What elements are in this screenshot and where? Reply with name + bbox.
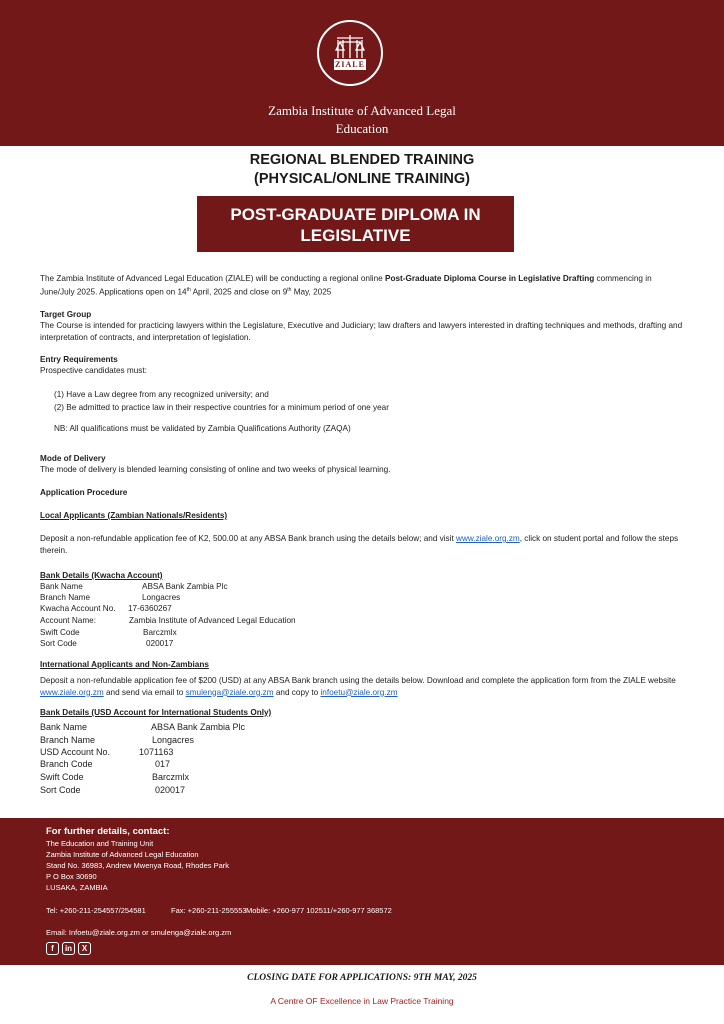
kwacha-swift-code-value: Barczmlx [143, 628, 177, 637]
kwacha-account-no-value: 17-6360267 [128, 604, 172, 613]
contact-line-1: The Education and Training Unit [46, 839, 154, 848]
usd-swift-code-value: Barczmlx [152, 772, 190, 782]
banner-line-1: POST-GRADUATE DIPLOMA IN [230, 205, 481, 224]
usd-account-no-label: USD Account No. [40, 747, 111, 757]
contact-line-3: Stand No. 36983, Andrew Mwenya Road, Rhodes Park [46, 861, 230, 870]
kwacha-branch-name-value: Longacres [142, 593, 181, 602]
entry-nb: NB: All qualifications must be validated by Zambia Qualifications Authority (ZAQA) [54, 424, 351, 433]
application-heading: Application Procedure [40, 488, 128, 497]
usd-bank-name-value: ABSA Bank Zambia Plc [151, 722, 246, 732]
delivery-heading: Mode of Delivery [40, 454, 106, 463]
target-group-heading: Target Group [40, 310, 92, 319]
banner-line-2: LEGISLATIVE [300, 226, 411, 245]
ziale-website-link[interactable]: www.ziale.org.zm [456, 534, 520, 543]
title-line-2: (PHYSICAL/ONLINE TRAINING) [254, 171, 470, 187]
usd-branch-code-value: 017 [155, 759, 171, 769]
kwacha-bank-name-value: ABSA Bank Zambia Plc [142, 582, 228, 591]
kwacha-account-name-value: Zambia Institute of Advanced Legal Education [129, 616, 296, 625]
usd-branch-name-value: Longacres [152, 735, 195, 745]
x-icon[interactable]: X [78, 942, 91, 955]
contact-tel: Tel: +260-211-254557/254581 [46, 906, 146, 915]
ziale-website-link-2[interactable]: www.ziale.org.zm [40, 687, 104, 697]
kwacha-sort-code-value: 020017 [146, 639, 174, 648]
contact-line-2: Zambia Institute of Advanced Legal Education [46, 850, 199, 859]
course-name: Post-Graduate Diploma Course in Legislative Drafting [385, 274, 595, 283]
entry-intro: Prospective candidates must: [40, 366, 147, 375]
local-applicants-text: Deposit a non-refundable application fee of K2, 500.00 at any ABSA Bank branch using the details below; and visit www.ziale.org.zm, click on student portal and follow the steps therein. [40, 534, 679, 555]
kwacha-branch-name-label: Branch Name [40, 593, 91, 602]
target-group-text: The Course is intended for practicing lawyers within the Legislature, Executive and Judiciary; law drafters and lawyers interested in drafting techniques and methods, drafting and interpretation of contracts, and interpretation of legislation. [40, 321, 683, 342]
course-banner [197, 196, 514, 252]
local-applicants-heading: Local Applicants (Zambian Nationals/Residents) [40, 511, 228, 520]
entry-item-1: (1) Have a Law degree from any recognized university; and [54, 390, 269, 399]
usd-swift-code-label: Swift Code [40, 772, 84, 782]
contact-line-5: LUSAKA, ZAMBIA [46, 883, 108, 892]
usd-bank-name-label: Bank Name [40, 722, 88, 732]
infoetu-email-link[interactable]: infoetu@ziale.org.zm [320, 687, 398, 697]
kwacha-bank-heading: Bank Details (Kwacha Account) [40, 571, 163, 580]
closing-date: CLOSING DATE FOR APPLICATIONS: 9TH MAY, 2025 [247, 973, 477, 983]
contact-email: Email: Infoetu@ziale.org.zm or smulenga@ziale.org.zm [46, 928, 232, 937]
usd-bank-heading: Bank Details (USD Account for International Students Only) [40, 708, 272, 717]
facebook-icon[interactable]: f [46, 942, 59, 955]
usd-sort-code-label: Sort Code [40, 785, 81, 795]
entry-heading: Entry Requirements [40, 355, 118, 364]
kwacha-account-no-label: Kwacha Account No. [40, 604, 116, 613]
usd-account-no-value: 1071163 [139, 747, 174, 757]
delivery-text: The mode of delivery is blended learning consisting of online and two weeks of physical learning. [40, 465, 391, 474]
smulenga-email-link[interactable]: smulenga@ziale.org.zm [185, 687, 274, 697]
entry-item-2: (2) Be admitted to practice law in their respective countries for a minimum period of one year [54, 403, 389, 412]
kwacha-sort-code-label: Sort Code [40, 639, 77, 648]
international-heading: International Applicants and Non-Zambians [40, 660, 209, 669]
kwacha-swift-code-label: Swift Code [40, 628, 80, 637]
linkedin-icon[interactable]: in [62, 942, 75, 955]
kwacha-bank-name-label: Bank Name [40, 582, 83, 591]
contact-line-4: P O Box 30690 [46, 872, 97, 881]
usd-branch-code-label: Branch Code [40, 759, 93, 769]
page-title [0, 151, 724, 189]
org-name: Zambia Institute of Advanced Legal Education [268, 103, 456, 136]
kwacha-account-name-label: Account Name: [40, 616, 96, 625]
contact-mobile: Mobile: +260-977 102511/+260-977 368572 [246, 906, 392, 915]
contact-fax: Fax: +260-211-255553 [171, 906, 247, 915]
logo-text: ZIALE [335, 60, 365, 69]
tagline: A Centre OF Excellence in Law Practice Training [270, 996, 454, 1006]
contact-heading: For further details, contact: [46, 826, 170, 837]
international-text: Deposit a non-refundable application fee of $200 (USD) at any ABSA Bank branch using the details below. Download and complete the application form from the ZIALE website www.ziale.org.zm and send via email to smulenga@ziale.org.zm and copy to infoetu@ziale.org.zm [40, 676, 676, 697]
contact-footer [0, 818, 724, 965]
intro-paragraph: The Zambia Institute of Advanced Legal Education (ZIALE) will be conducting a regional online Post-Graduate Diploma Course in Legislative Drafting commencing in June/July 2025. Applications open on 14th April, 2025 and close on 9th May, 2025 [40, 274, 652, 297]
usd-branch-name-label: Branch Name [40, 735, 96, 745]
header-band [0, 0, 724, 146]
title-line-1: REGIONAL BLENDED TRAINING [249, 152, 475, 168]
usd-sort-code-value: 020017 [155, 785, 186, 795]
ziale-logo [317, 20, 383, 86]
